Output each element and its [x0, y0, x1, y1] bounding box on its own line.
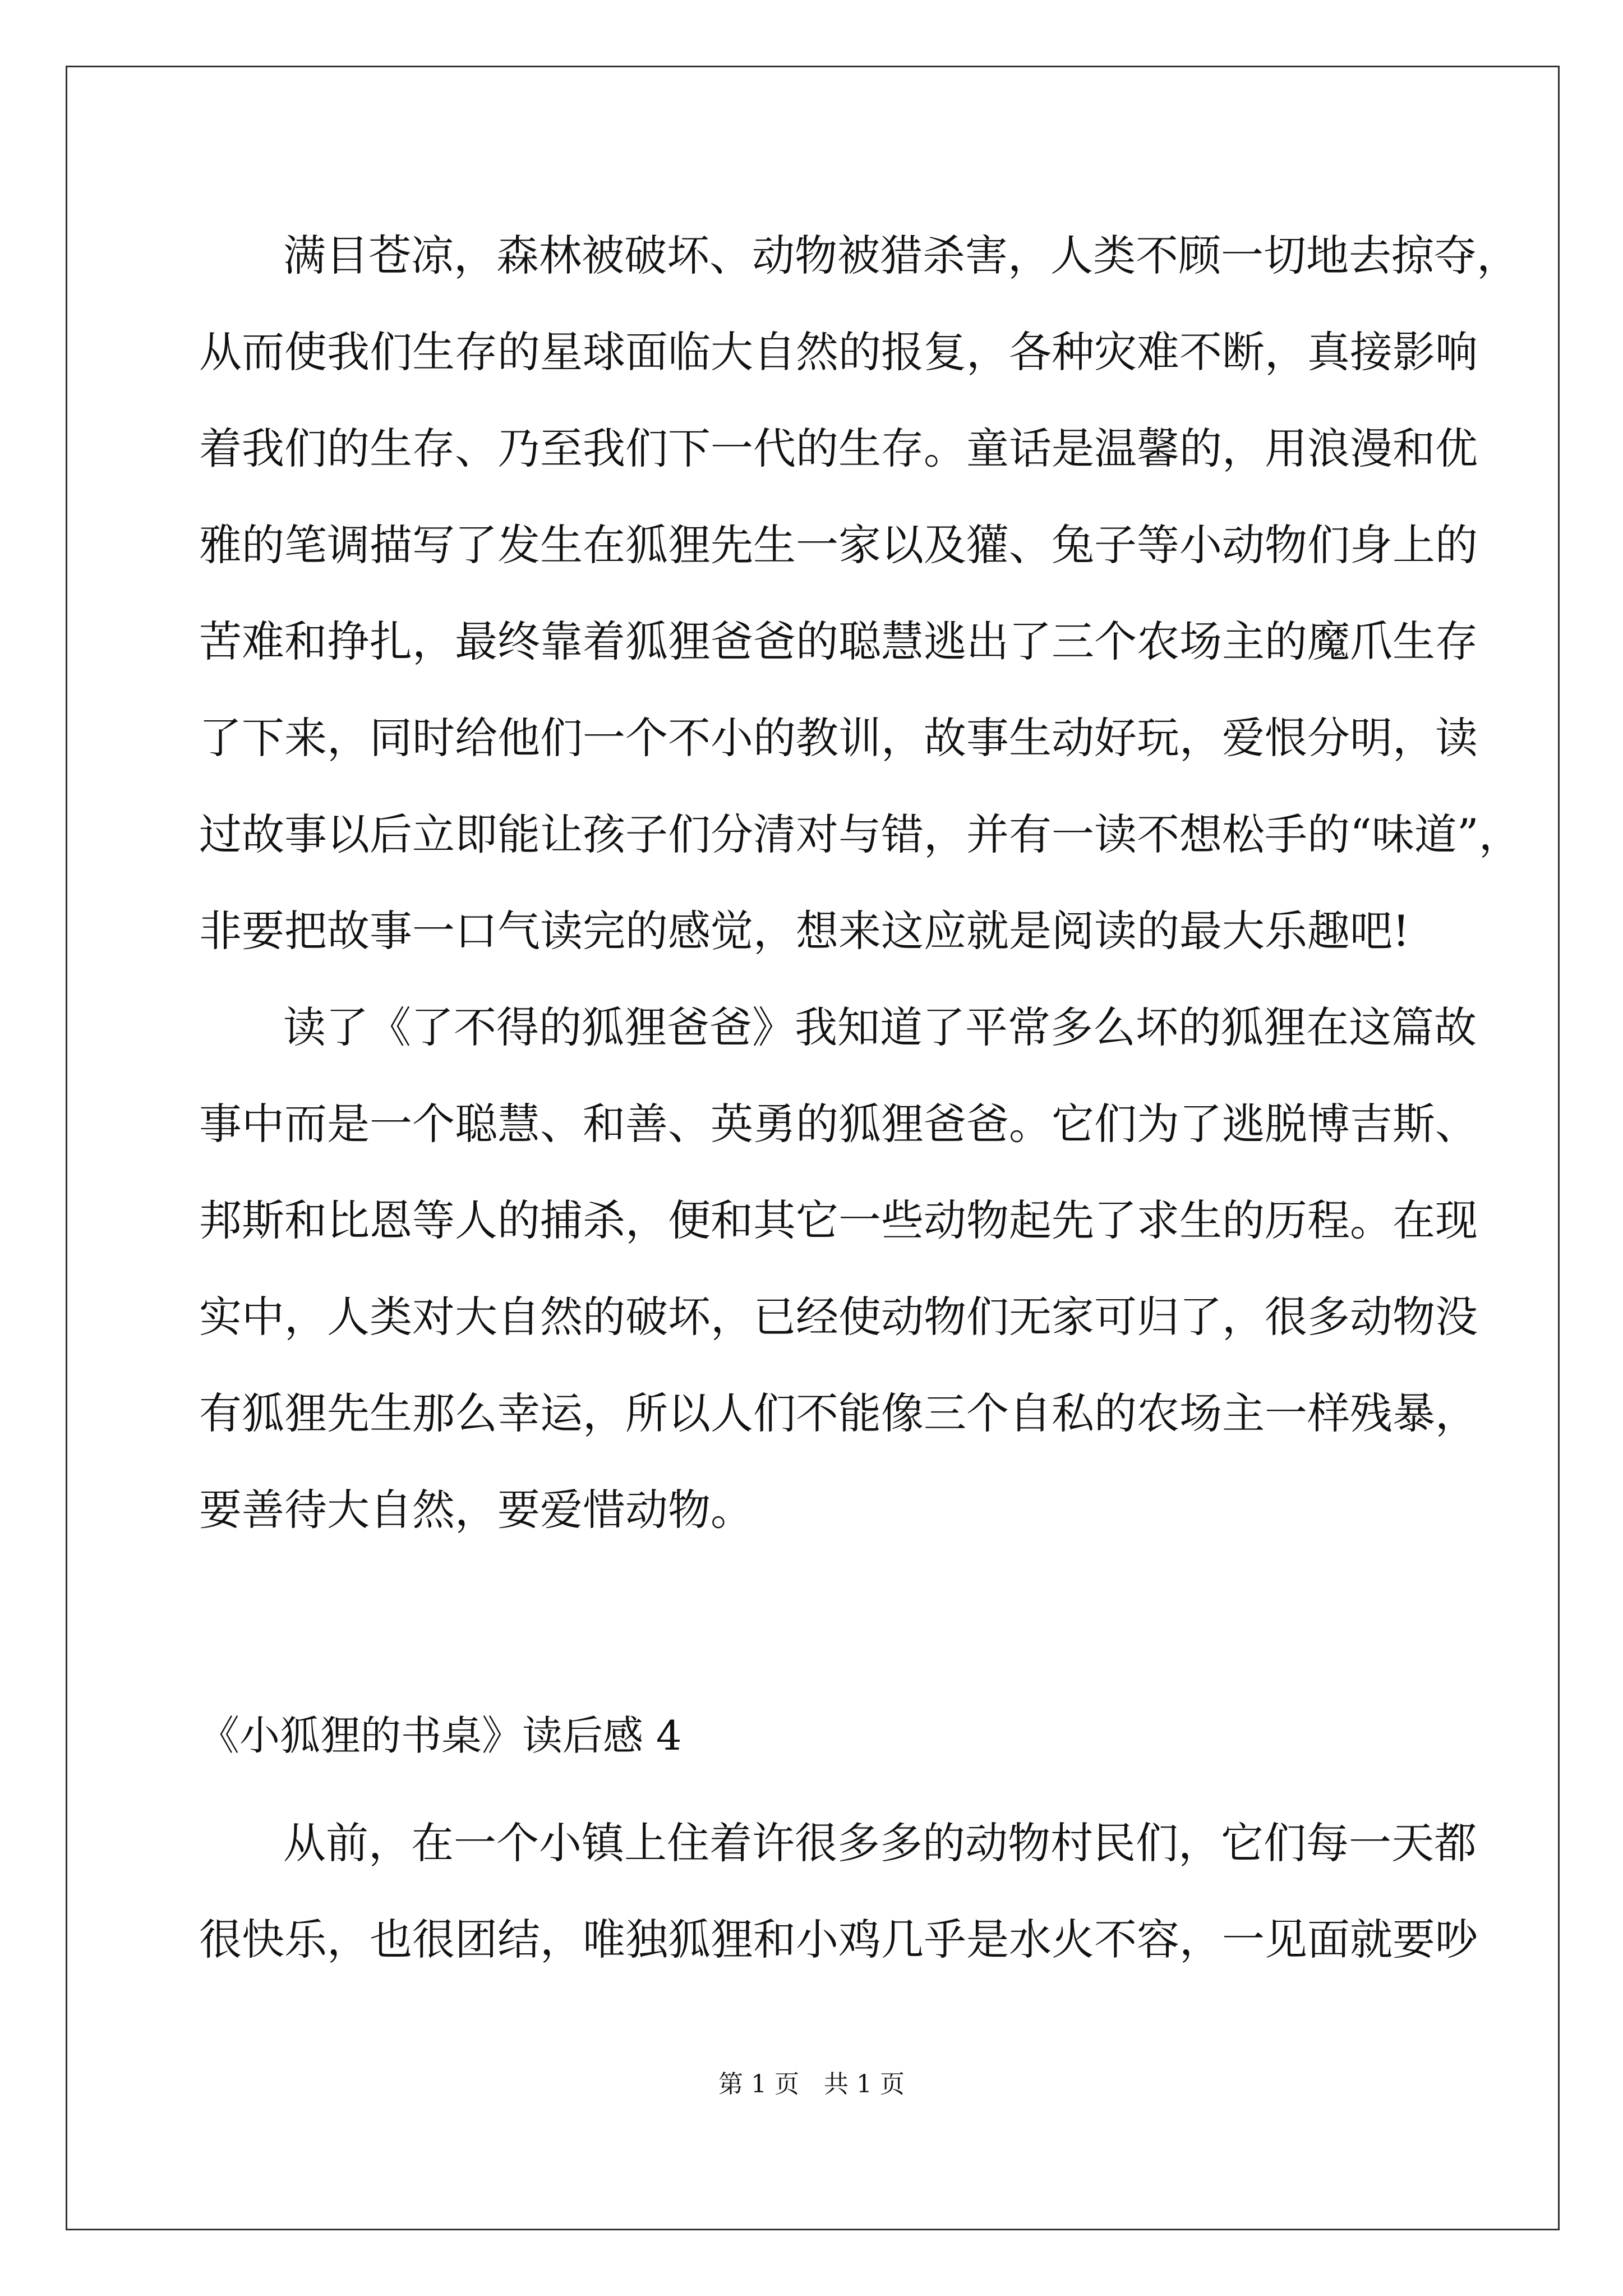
paragraph-line: 事中而是一个聪慧、和善、英勇的狐狸爸爸。它们为了逃脱博吉斯、 [199, 1099, 1478, 1149]
paragraph-line: 要善待大自然，要爱惜动物。 [199, 1485, 753, 1535]
paragraph-line: 很快乐，也很团结，唯独狐狸和小鸡几乎是水火不容，一见面就要吵 [199, 1915, 1478, 1964]
paragraph-line: 雅的笔调描写了发生在狐狸先生一家以及獾、兔子等小动物们身上的 [199, 520, 1478, 570]
paragraph-line: 苦难和挣扎，最终靠着狐狸爸爸的聪慧逃出了三个农场主的魔爪生存 [199, 616, 1478, 666]
paragraph-line: 邦斯和比恩等人的捕杀，便和其它一些动物起先了求生的历程。在现 [199, 1195, 1478, 1245]
section-heading: 《小狐狸的书桌》读后感 4 [199, 1712, 682, 1759]
paragraph-line: 非要把故事一口气读完的感觉，想来这应就是阅读的最大乐趣吧! [199, 906, 1410, 956]
section-text [199, 1795, 1489, 1988]
paragraph-line: 过故事以后立即能让孩子们分清对与错，并有一读不想松手的“味道”， [199, 809, 1521, 859]
paragraph-line: 从而使我们生存的星球面临大自然的报复，各种灾难不断，真接影响 [199, 327, 1478, 377]
paragraph-line: 实中，人类对大自然的破坏，已经使动物们无家可归了，很多动物没 [199, 1292, 1478, 1342]
paragraph-line: 了下来，同时给他们一个不小的教训，故事生动好玩，爱恨分明，读 [199, 713, 1478, 763]
paragraph-line: 有狐狸先生那么幸运，所以人们不能像三个自私的农场主一样残暴， [199, 1388, 1478, 1438]
main-text [199, 208, 1521, 1558]
page-number-footer: 第 1 页 共 1 页 [718, 2070, 905, 2099]
paragraph-line: 读了《了不得的狐狸爸爸》我知道了平常多么坏的狐狸在这篇故 [283, 1002, 1477, 1052]
paragraph-line: 从前，在一个小镇上住着许很多多的动物村民们，它们每一天都 [283, 1818, 1477, 1868]
paragraph-line: 满目苍凉，森林被破坏、动物被猎杀害，人类不顾一切地去掠夺， [283, 231, 1519, 280]
paragraph-line: 着我们的生存、乃至我们下一代的生存。童话是温馨的，用浪漫和优 [199, 424, 1478, 473]
